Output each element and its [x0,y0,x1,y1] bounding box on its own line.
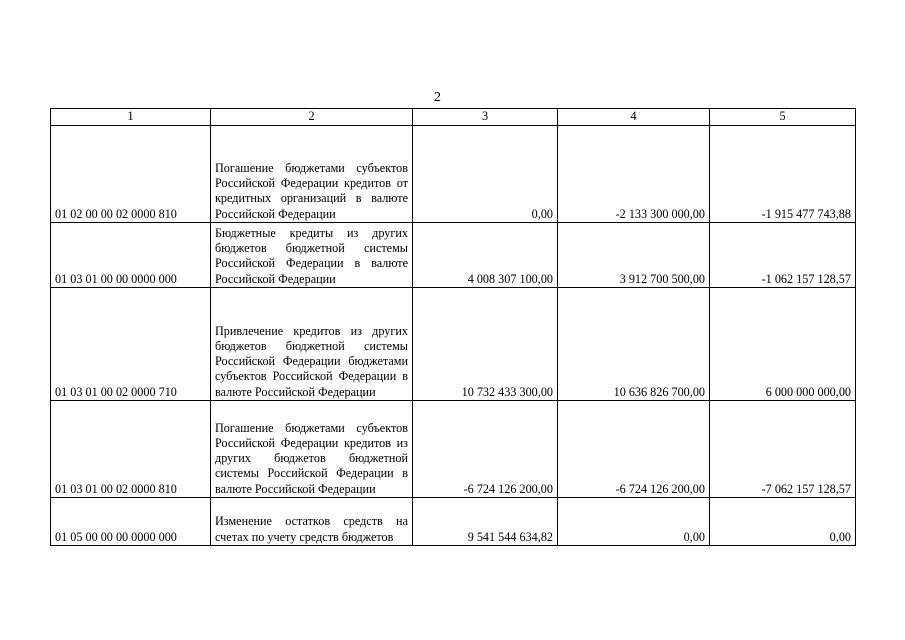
value-col-5-cell: -1 062 157 128,57 [710,223,856,288]
table-row [51,126,856,223]
table-row [51,223,856,288]
header-col-1: 1 [51,109,211,126]
value-col-5-cell: 0,00 [710,498,856,546]
description-cell: Погашение бюджетами субъектов Российской Федерации кредитов из других бюджетов бюджетной системы Российской Федерации в валюте Российской Федерации [211,401,413,498]
table-row [51,401,856,498]
header-col-3: 3 [413,109,558,126]
value-col-4-cell: 0,00 [558,498,710,546]
description-cell: Изменение остатков средств на счетах по учету средств бюджетов [211,498,413,546]
value-col-3-cell: 0,00 [413,126,558,223]
value-col-4-cell: -6 724 126 200,00 [558,401,710,498]
value-col-5-cell: -7 062 157 128,57 [710,401,856,498]
description-cell: Бюджетные кредиты из других бюджетов бюджетной системы Российской Федерации в валюте Российской Федерации [211,223,413,288]
page-number: 2 [434,90,441,105]
table-row [51,288,856,401]
value-col-4-cell: 3 912 700 500,00 [558,223,710,288]
value-col-3-cell: 4 008 307 100,00 [413,223,558,288]
value-col-4-cell: 10 636 826 700,00 [558,288,710,401]
budget-code-cell: 01 03 01 00 00 0000 000 [51,223,211,288]
budget-code-cell: 01 03 01 00 02 0000 710 [51,288,211,401]
description-cell: Привлечение кредитов из других бюджетов бюджетной системы Российской Федерации бюджетами субъектов Российской Федерации в валюте Российской Федерации [211,288,413,401]
description-cell: Погашение бюджетами субъектов Российской Федерации кредитов от кредитных организаций в валюте Российской Федерации [211,126,413,223]
value-col-4-cell: -2 133 300 000,00 [558,126,710,223]
header-col-2: 2 [211,109,413,126]
value-col-5-cell: -1 915 477 743,88 [710,126,856,223]
value-col-5-cell: 6 000 000 000,00 [710,288,856,401]
value-col-3-cell: 9 541 544 634,82 [413,498,558,546]
value-col-3-cell: -6 724 126 200,00 [413,401,558,498]
header-col-4: 4 [558,109,710,126]
table-header-row [51,109,856,126]
header-col-5: 5 [710,109,856,126]
value-col-3-cell: 10 732 433 300,00 [413,288,558,401]
budget-code-cell: 01 05 00 00 00 0000 000 [51,498,211,546]
budget-table [50,108,856,546]
budget-code-cell: 01 02 00 00 02 0000 810 [51,126,211,223]
table-row [51,498,856,546]
budget-code-cell: 01 03 01 00 02 0000 810 [51,401,211,498]
